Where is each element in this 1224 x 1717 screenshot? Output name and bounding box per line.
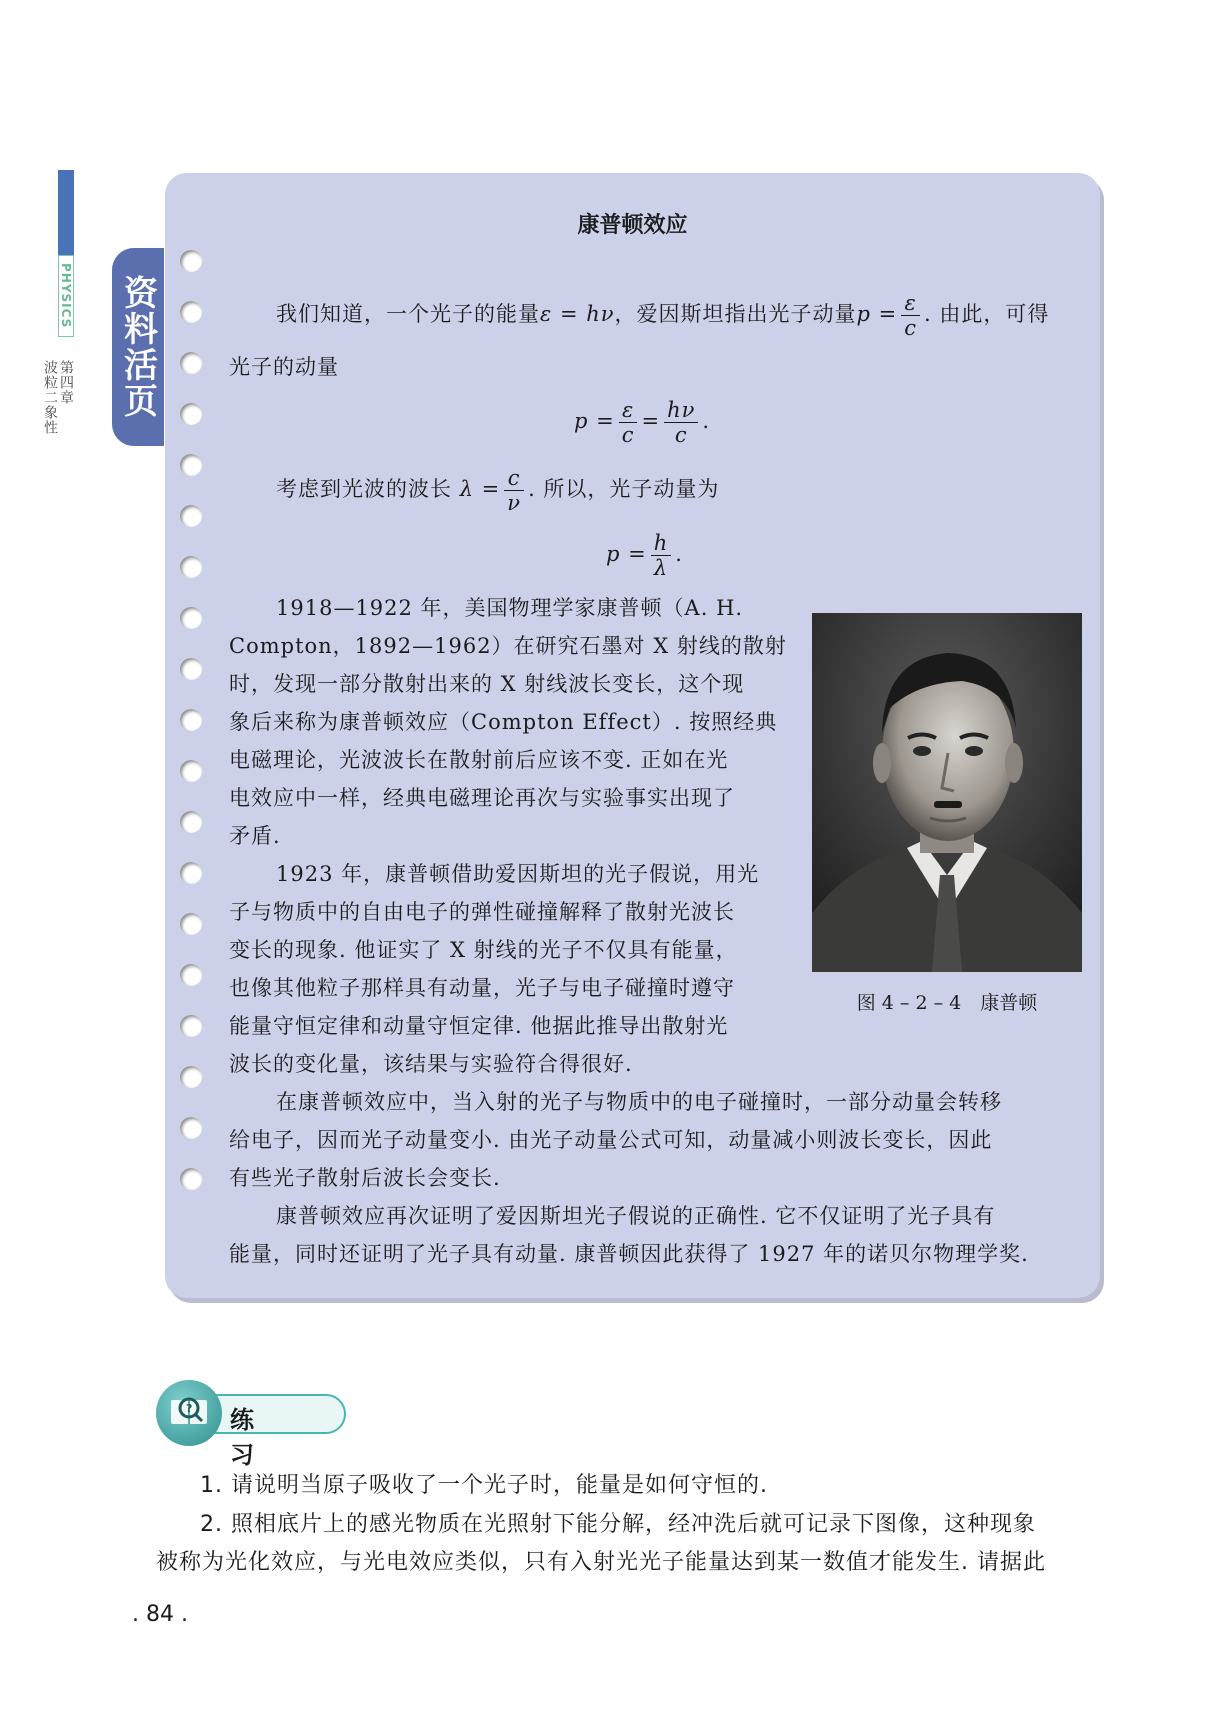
- binder-ring: [180, 403, 202, 425]
- binder-ring: [180, 505, 202, 527]
- page-number: . 84 .: [132, 1602, 188, 1627]
- binder-ring: [180, 250, 202, 272]
- exercise-q2-line2: 被称为光化效应，与光电效应类似，只有入射光光子能量达到某一数值才能发生. 请据此: [156, 1550, 1046, 1575]
- equation-wavelength: p = $\frac{h}{\lambda}$ .: [606, 531, 683, 580]
- svg-text:?: ?: [186, 1402, 193, 1415]
- paragraph-5: [229, 1083, 1089, 1197]
- portrait-image: [812, 613, 1082, 972]
- binder-ring: [180, 607, 202, 629]
- exercise-label: 练习: [230, 1406, 264, 1469]
- binder-ring: [180, 964, 202, 986]
- line: 1923 年，康普顿借助爱因斯坦的光子假说，用光: [276, 862, 760, 886]
- line: 变长的现象. 他证实了 X 射线的光子不仅具有能量，: [229, 938, 738, 962]
- binder-ring: [180, 556, 202, 578]
- text: 我们知道，一个光子的能量: [276, 302, 540, 326]
- paragraph-4: [229, 855, 789, 1083]
- physics-label: PHYSICS: [58, 255, 74, 337]
- binder-ring: [180, 811, 202, 833]
- card-title: 康普顿效应: [577, 213, 688, 238]
- binder-ring: [180, 709, 202, 731]
- line: 波长的变化量，该结果与实验符合得很好.: [229, 1052, 633, 1076]
- line: 电磁理论，光波波长在散射前后应该不变. 正如在光: [229, 748, 729, 772]
- formula: ε = hν: [540, 302, 615, 326]
- binder-ring: [180, 301, 202, 323]
- line: 电效应中一样，经典电磁理论再次与实验事实出现了: [229, 786, 735, 810]
- binder-ring: [180, 454, 202, 476]
- line: 能量守恒定律和动量守恒定律. 他据此推导出散射光: [229, 1014, 729, 1038]
- chapter-label: [42, 360, 74, 435]
- line: 矛盾.: [229, 824, 281, 848]
- equation-momentum: p = $\frac{\varepsilon}{c}$ = $\frac{h\nu}{c}$ .: [574, 398, 711, 447]
- paragraph-1-line2: 光子的动量: [229, 355, 339, 379]
- binder-ring: [180, 913, 202, 935]
- card-tab-label: 资料活页: [117, 275, 158, 419]
- line: 时，发现一部分散射出来的 X 射线波长变长，这个现: [229, 672, 745, 696]
- line: 康普顿效应再次证明了爱因斯坦光子假说的正确性. 它不仅证明了光子具有: [276, 1204, 996, 1228]
- side-strip: [58, 170, 74, 510]
- binder-ring: [180, 1117, 202, 1139]
- exercise-q2-line1: 2. 照相底片上的感光物质在光照射下能分解，经冲洗后就可记录下图像，这种现象: [200, 1512, 1036, 1537]
- binder-ring: [180, 1066, 202, 1088]
- line: 象后来称为康普顿效应（Compton Effect）. 按照经典: [229, 710, 778, 734]
- fraction: $\frac{\varepsilon}{c}$: [901, 291, 920, 340]
- paragraph-6: [229, 1197, 1089, 1273]
- paragraph-3: [229, 589, 789, 855]
- chapter-title: 波粒二象性: [42, 360, 58, 435]
- line: 1918—1922 年，美国物理学家康普顿（A. H.: [276, 596, 744, 620]
- binder-ring: [180, 862, 202, 884]
- magnifier-book-icon: [156, 1380, 222, 1446]
- line: 给电子，因而光子动量变小. 由光子动量公式可知，动量减小则波长变长，因此: [229, 1128, 993, 1152]
- binder-ring: [180, 1168, 202, 1190]
- line: 能量，同时还证明了光子具有动量. 康普顿因此获得了 1927 年的诺贝尔物理学奖.: [229, 1242, 1029, 1266]
- chapter-number: 第四章: [58, 360, 74, 405]
- line: 有些光子散射后波长会变长.: [229, 1166, 501, 1190]
- exercise-q1: 1. 请说明当原子吸收了一个光子时，能量是如何守恒的.: [200, 1473, 768, 1498]
- binder-ring: [180, 352, 202, 374]
- binder-ring: [180, 1015, 202, 1037]
- compton-portrait: [812, 613, 1082, 972]
- figure-caption: 图 4 – 2 – 4 康普顿: [856, 992, 1038, 1014]
- formula: p =: [856, 302, 898, 326]
- line: 子与物质中的自由电子的弹性碰撞解释了散射光波长: [229, 900, 735, 924]
- paragraph-1: [276, 291, 1076, 340]
- text: . 由此，可得: [924, 302, 1050, 326]
- card-tab: [112, 248, 164, 446]
- binder-ring: [180, 760, 202, 782]
- exercise-icon: [156, 1380, 222, 1446]
- paragraph-2: 考虑到光波的波长 λ = $\frac{c}{\nu}$ . 所以，光子动量为: [276, 466, 720, 515]
- text: ，爱因斯坦指出光子动量: [614, 302, 857, 326]
- binder-ring: [180, 658, 202, 680]
- line: Compton，1892—1962）在研究石墨对 X 射线的散射: [229, 634, 787, 658]
- line: 在康普顿效应中，当入射的光子与物质中的电子碰撞时，一部分动量会转移: [276, 1090, 1002, 1114]
- line: 也像其他粒子那样具有动量，光子与电子碰撞时遵守: [229, 976, 735, 1000]
